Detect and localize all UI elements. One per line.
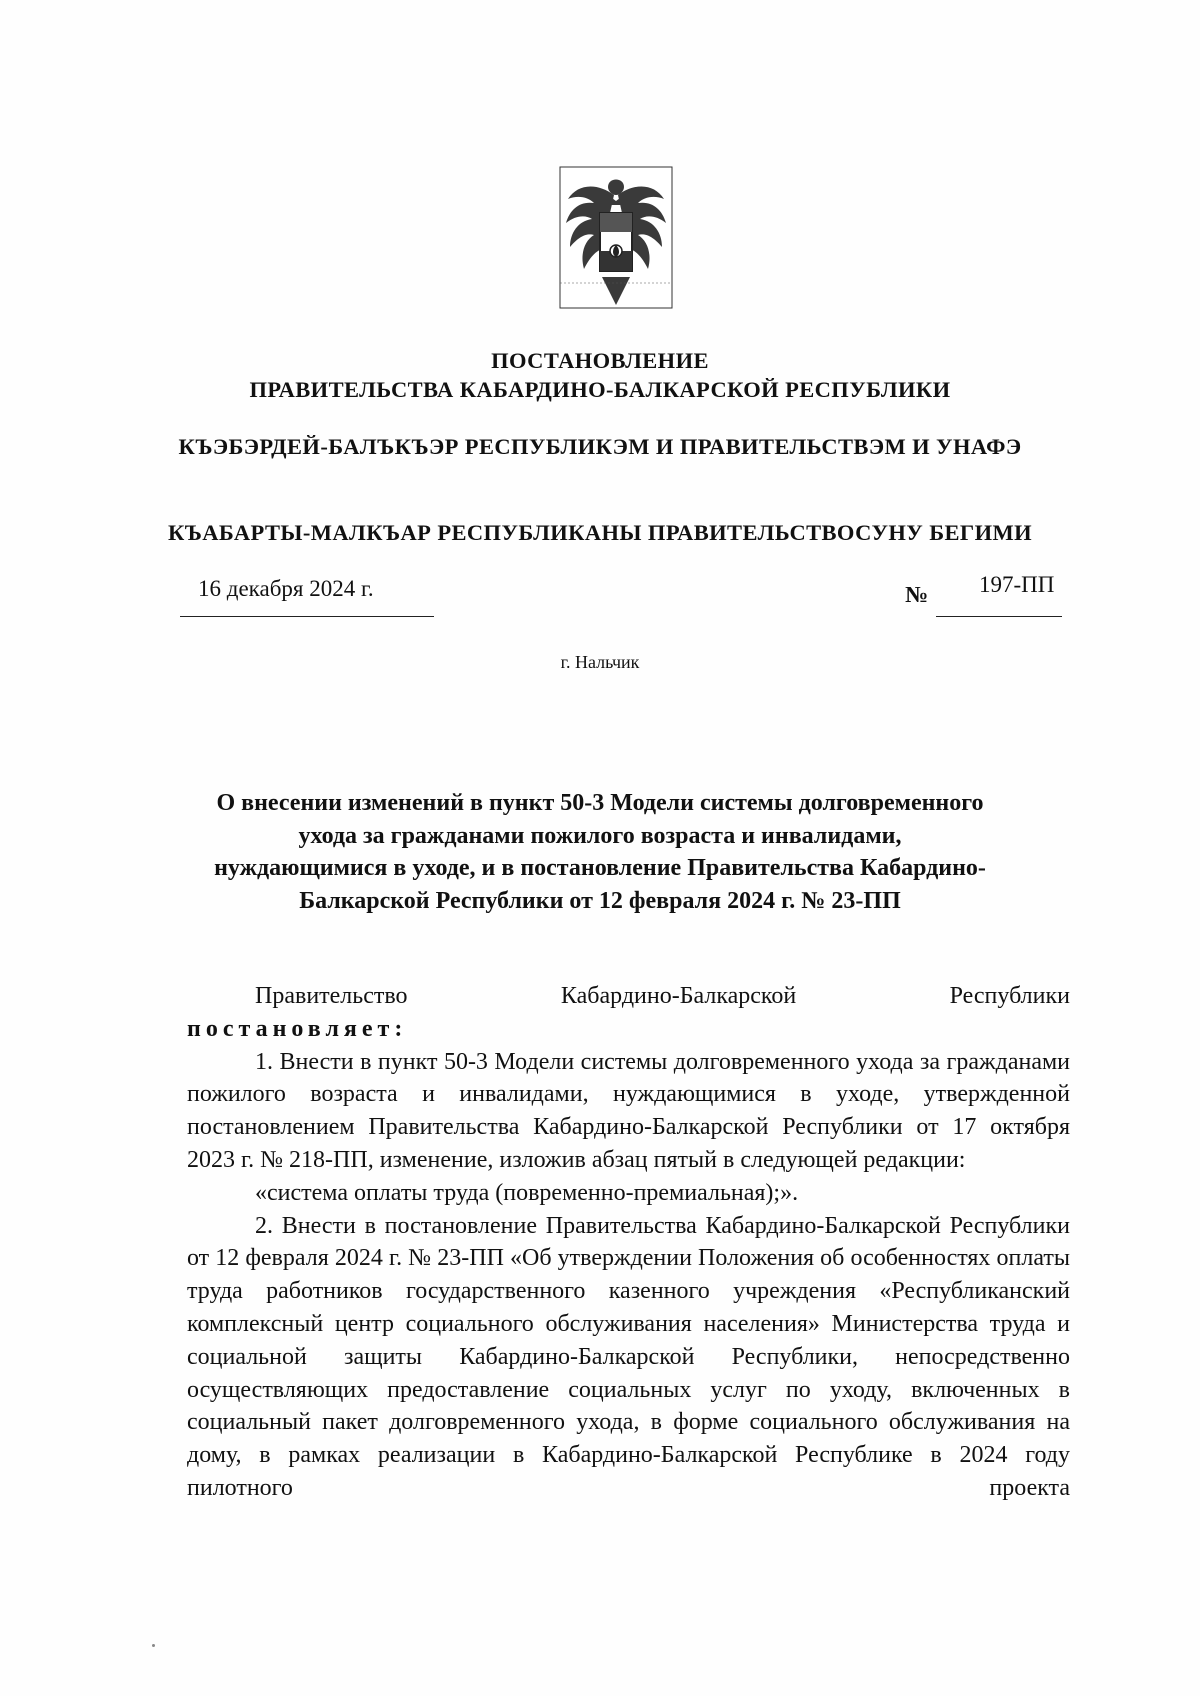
document-title: О внесении изменений в пункт 50-3 Модели системы долговременного ухода за гражданами пожилого возраста и инвалидами, нуждающимися в уходе, и в постановление Правительства Кабардино-Балкарской Республики от 12 февраля 2024 г. № 23-ПП <box>214 790 986 914</box>
document-number: 197-ПП <box>979 572 1055 597</box>
number-sign: № <box>905 582 929 607</box>
item-1: 1. Внести в пункт 50-3 Модели системы долговременного ухода за гражданами пожилого возраста и инвалидами, нуждающимися в уходе, утвержденной постановлением Правительства Кабардино-Балкарской Республики от 17 октября 2023 г. № 218-ПП, изменение, изложив абзац пятый в следующей редакции: <box>187 1048 1070 1173</box>
resolves-paragraph <box>187 1013 1070 1046</box>
document-date: 16 декабря 2024 г. <box>198 576 374 601</box>
coat-of-arms-icon <box>558 165 674 310</box>
balkar-heading: КЪАБАРТЫ-МАЛКЪАР РЕСПУБЛИКАНЫ ПРАВИТЕЛЬСТВОСУНУ БЕГИМИ <box>167 520 1033 545</box>
item-2: 2. Внести в постановление Правительства Кабардино-Балкарской Республики от 12 февраля 2024 г. № 23-ПП «Об утверждении Положения об особенностях оплаты труда работников государственного казенного учреждения «Республиканский комплексный центр социального обслуживания населения» Министерства труда и социальной защиты Кабардино-Балкарской Республики, непосредственно осуществляющих предоставление социальных услуг по уходу, включенных в социальный пакет долговременного ухода, в форме социального обслуживания на дому, в рамках реализации в Кабардино-Балкарской Республике в 2024 году пилотного проекта <box>187 1212 1070 1501</box>
item-1-quote: «система оплаты труда (повременно-премиальная);». <box>255 1179 799 1206</box>
document-body <box>187 980 1070 1505</box>
issuer-heading: ПРАВИТЕЛЬСТВА КАБАРДИНО-БАЛКАРСКОЙ РЕСПУБЛИКИ <box>249 377 951 402</box>
kabardian-heading: КЪЭБЭРДЕЙ-БАЛЪКЪЭР РЕСПУБЛИКЭМ И ПРАВИТЕЛЬСТВЭМ И УНАФЭ <box>178 434 1022 459</box>
doc-type-heading: ПОСТАНОВЛЕНИЕ <box>491 348 709 373</box>
city-label: г. Нальчик <box>560 652 640 672</box>
preamble-text: Правительство Кабардино-Балкарской Республики <box>255 983 1070 1009</box>
date-underline <box>180 616 434 617</box>
scan-speck <box>152 1644 155 1647</box>
resolves-text: постановляет: <box>187 1015 408 1042</box>
number-underline <box>936 616 1062 617</box>
preamble-paragraph <box>187 980 1070 1013</box>
